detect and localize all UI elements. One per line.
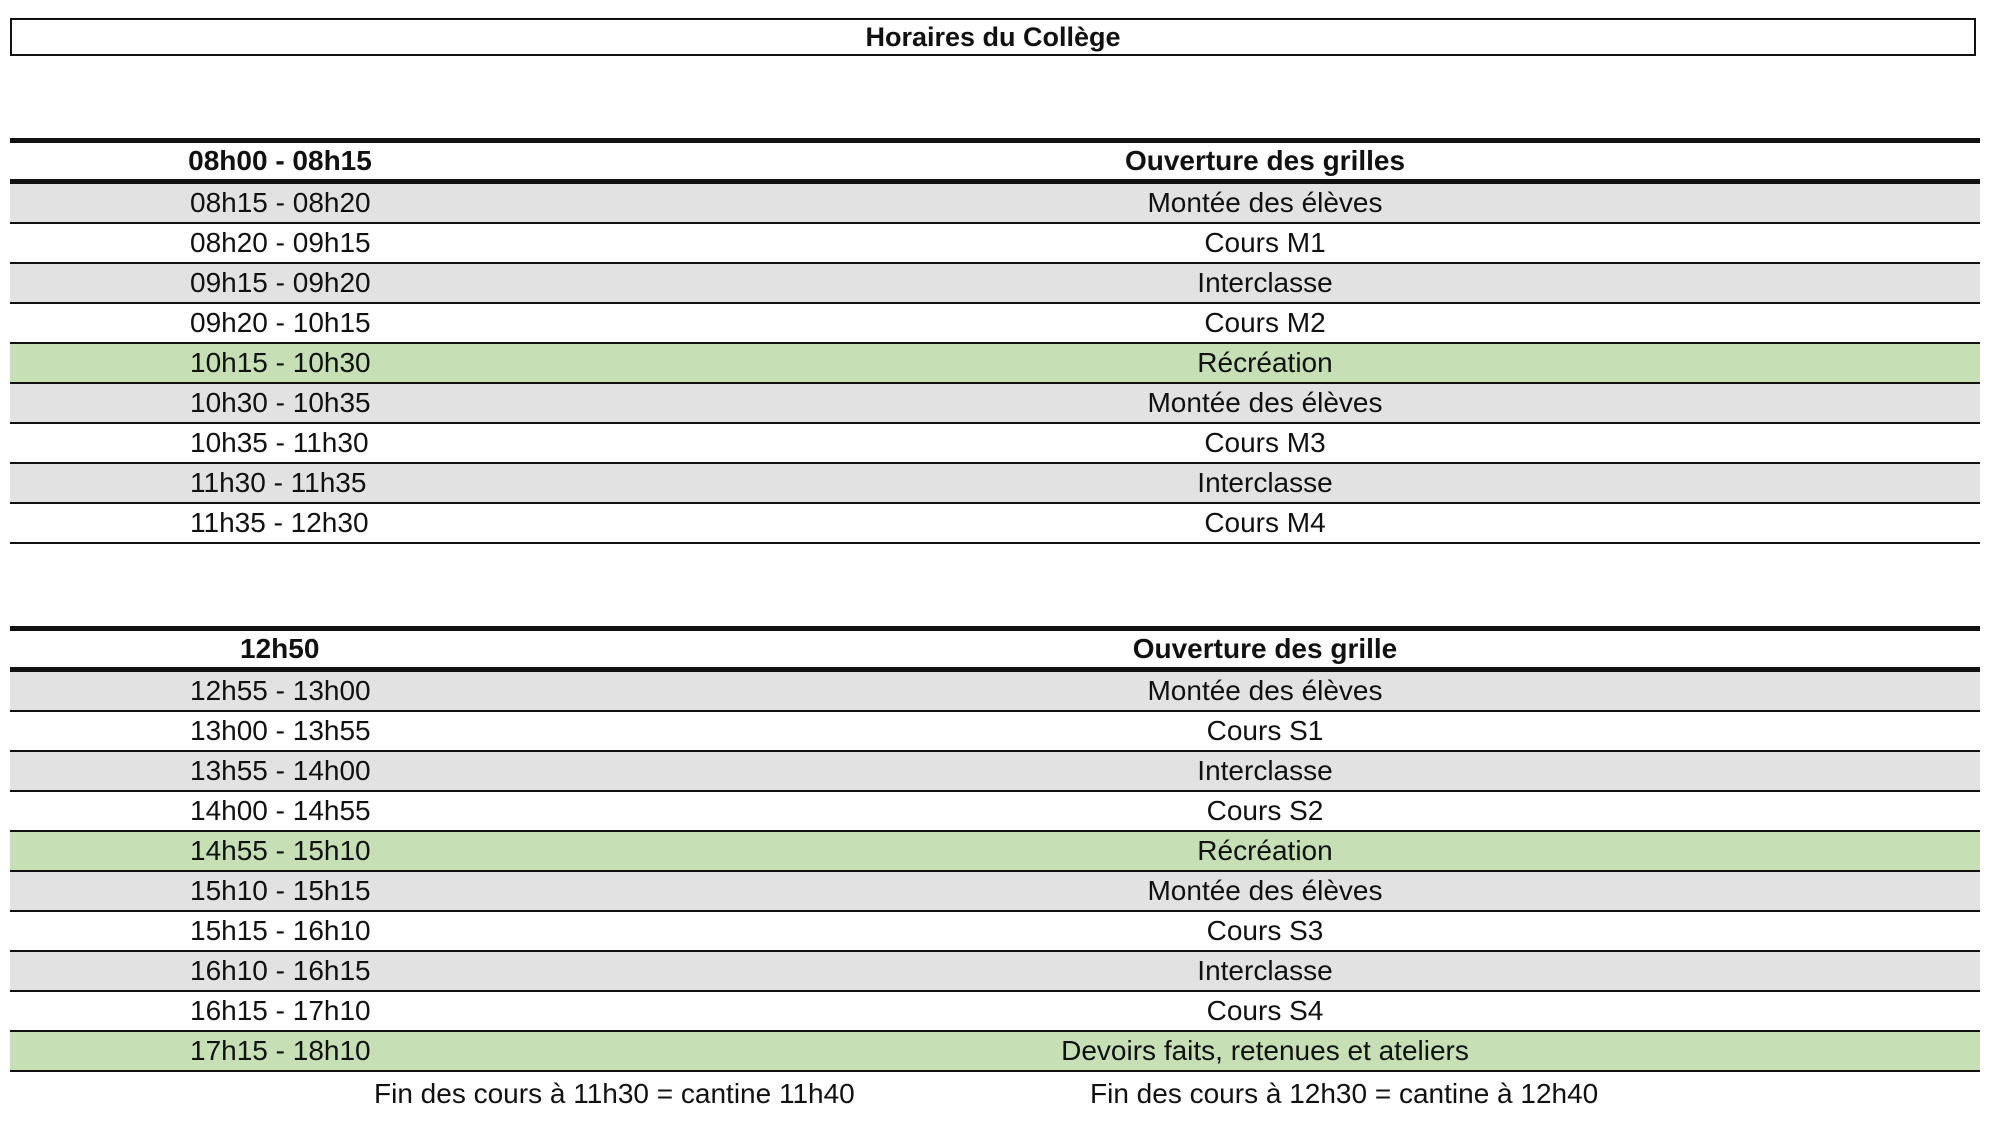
time-slot-cell: 14h00 - 14h55 [10,791,550,831]
schedule-row [10,1031,1980,1071]
schedule-row [10,751,1980,791]
time-slot-cell: 11h35 - 12h30 [10,503,550,543]
time-slot-cell: 13h00 - 13h55 [10,711,550,751]
time-slot-cell: 16h15 - 17h10 [10,991,550,1031]
header-time-cell: 08h00 - 08h15 [10,141,550,182]
footer-note-morning-canteen: Fin des cours à 11h30 = cantine 11h40 [374,1078,855,1109]
schedule-row [10,711,1980,751]
schedule-row [10,991,1980,1031]
footer-note-afternoon-canteen: Fin des cours à 12h30 = cantine à 12h40 [1090,1078,1599,1109]
activity-cell: Montée des élèves [550,871,1980,911]
time-slot-cell: 09h15 - 09h20 [10,263,550,303]
time-slot-cell: 12h55 - 13h00 [10,670,550,712]
time-slot-cell: 16h10 - 16h15 [10,951,550,991]
activity-cell: Récréation [550,831,1980,871]
time-slot-cell: 10h30 - 10h35 [10,383,550,423]
schedule-row [10,383,1980,423]
schedule-row [10,503,1980,543]
schedule-row [10,463,1980,503]
morning-header-row [10,141,1980,182]
afternoon-schedule-table [10,626,1980,1072]
header-activity-cell: Ouverture des grille [550,629,1980,670]
header-time-cell: 12h50 [10,629,550,670]
activity-cell: Montée des élèves [550,383,1980,423]
time-slot-cell: 10h35 - 11h30 [10,423,550,463]
time-slot-cell: 10h15 - 10h30 [10,343,550,383]
schedule-row [10,303,1980,343]
header-activity-cell: Ouverture des grilles [550,141,1980,182]
activity-cell: Devoirs faits, retenues et ateliers [550,1031,1980,1071]
time-slot-cell: 13h55 - 14h00 [10,751,550,791]
schedule-row [10,343,1980,383]
schedule-row [10,791,1980,831]
schedule-row [10,951,1980,991]
schedule-row [10,831,1980,871]
time-slot-cell: 08h15 - 08h20 [10,182,550,224]
activity-cell: Cours M1 [550,223,1980,263]
activity-cell: Cours M3 [550,423,1980,463]
time-slot-cell: 14h55 - 15h10 [10,831,550,871]
activity-cell: Cours M4 [550,503,1980,543]
schedule-row [10,182,1980,224]
activity-cell: Interclasse [550,463,1980,503]
activity-cell: Cours M2 [550,303,1980,343]
schedule-row [10,871,1980,911]
schedule-row [10,423,1980,463]
activity-cell: Cours S1 [550,711,1980,751]
schedule-row [10,263,1980,303]
schedule-row [10,223,1980,263]
time-slot-cell: 11h30 - 11h35 [10,463,550,503]
time-slot-cell: 08h20 - 09h15 [10,223,550,263]
activity-cell: Montée des élèves [550,182,1980,224]
time-slot-cell: 17h15 - 18h10 [10,1031,550,1071]
time-slot-cell: 15h15 - 16h10 [10,911,550,951]
activity-cell: Cours S2 [550,791,1980,831]
schedule-row [10,670,1980,712]
time-slot-cell: 09h20 - 10h15 [10,303,550,343]
page-title: Horaires du Collège [10,18,1976,56]
time-slot-cell: 15h10 - 15h15 [10,871,550,911]
activity-cell: Cours S4 [550,991,1980,1031]
activity-cell: Interclasse [550,751,1980,791]
activity-cell: Interclasse [550,263,1980,303]
schedule-row [10,911,1980,951]
afternoon-header-row [10,629,1980,670]
morning-schedule-table [10,138,1980,544]
activity-cell: Montée des élèves [550,670,1980,712]
activity-cell: Cours S3 [550,911,1980,951]
activity-cell: Récréation [550,343,1980,383]
activity-cell: Interclasse [550,951,1980,991]
